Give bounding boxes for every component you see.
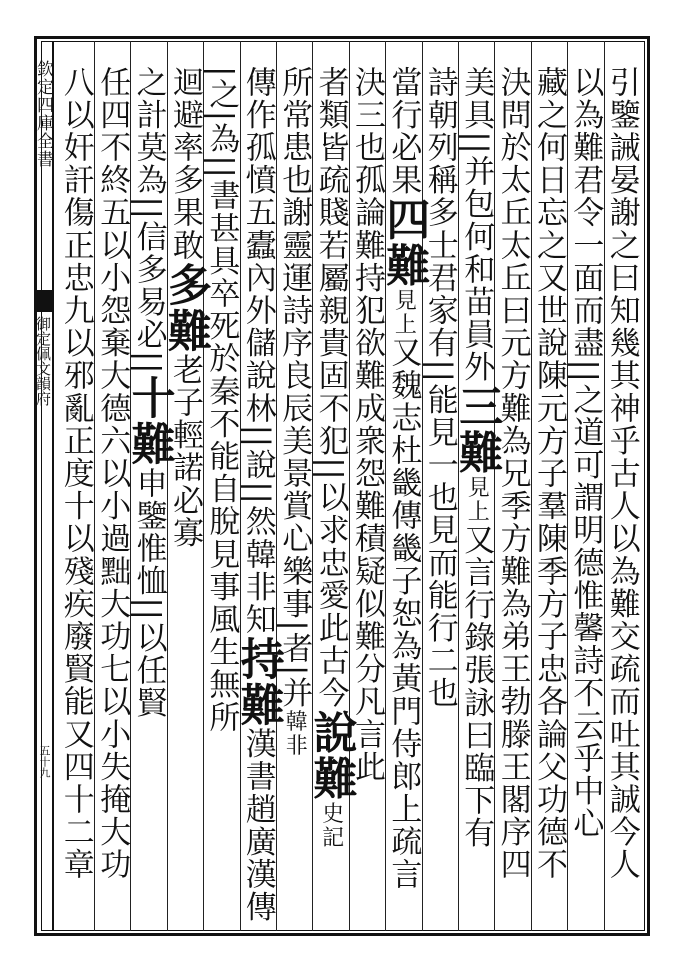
column-text: 任四不終五以小怨棄大德六以小過黜大功七以小失掩大功 <box>94 66 131 881</box>
column-rule <box>203 41 204 931</box>
entry-heading: 三難 <box>451 383 503 476</box>
entry-heading: 十難 <box>123 375 175 467</box>
text-column <box>277 66 311 926</box>
entry-heading: 四難 <box>378 196 430 289</box>
column-rule <box>458 41 459 931</box>
column-text: 所常患也謝靈運詩序良辰美景賞心樂事|者|并 <box>276 66 313 710</box>
column-text: 決三也 <box>349 66 385 164</box>
fishtail-mark <box>36 290 52 312</box>
column-text: 漢書趙廣漢傳 <box>239 727 276 924</box>
column-rule <box>422 41 423 931</box>
entry-heading: 說難 <box>305 709 357 802</box>
entry-heading: 多難 <box>160 261 211 354</box>
text-column <box>451 66 503 926</box>
text-column <box>232 66 284 926</box>
column-text: |之|為||書甚具卒死於秦不能自脫 <box>203 66 240 538</box>
text-column <box>568 66 602 926</box>
text-column <box>160 66 211 926</box>
column-rule <box>604 41 605 931</box>
column-rule <box>385 41 386 931</box>
text-column <box>59 66 93 926</box>
text-column <box>378 66 430 926</box>
column-text: 傳作孤憤五蠹內外儲說林||說||然韓非知 <box>239 66 276 636</box>
column-text: 又魏志杜畿傳畿子恕為黃門侍郎上疏言 <box>385 336 422 891</box>
page-number: 五十九 <box>38 745 51 778</box>
annotation-note: 史記 <box>318 801 344 850</box>
column-rule <box>312 41 313 931</box>
annotation-note: 韓非 <box>282 709 308 758</box>
column-text: 詩朝列稱多士君家有||能見一也見而能行二也 <box>421 66 458 710</box>
column-rule <box>567 41 568 931</box>
column-rule <box>130 41 131 931</box>
text-column <box>605 66 639 926</box>
column-text: 申鑒惟恤||以任賢 <box>130 467 167 720</box>
spine-divider <box>52 41 54 931</box>
column-text: 者類皆疏賤若屬親貴固不犯||以求忠愛此古今 <box>312 66 349 710</box>
text-column <box>496 66 530 926</box>
annotation-note: 見上 <box>464 475 490 524</box>
text-column <box>423 66 457 926</box>
column-text: 又言行錄張詠曰臨下有 <box>458 523 495 850</box>
column-rule <box>494 41 495 931</box>
book-title: 欽定四庫全書 <box>33 60 53 168</box>
column-text: 迴避率多果敢 <box>167 66 203 262</box>
column-text: 八以奸訐傷正忠九以邪亂正度十以殘疾廢賢能又四十二章 <box>57 66 94 881</box>
column-text: 以為難君令一面而盡||之道可謂明德惟馨詩不云乎中心 <box>567 66 604 840</box>
column-text: 見事風生無所 <box>203 537 240 734</box>
column-rule <box>276 41 277 931</box>
text-column <box>305 66 357 926</box>
text-column <box>123 66 175 926</box>
column-text: 之計莫為|| <box>130 66 167 221</box>
column-rule <box>240 41 241 931</box>
column-rule <box>94 41 95 931</box>
annotation-note: 見上 <box>391 288 417 337</box>
column-text: 美具||并包何和苗員外 <box>458 66 495 384</box>
entry-heading: 持難 <box>232 635 284 728</box>
text-column <box>532 66 566 926</box>
text-column <box>204 66 238 926</box>
column-text: 藏之何日忘之又世說陳元方子羣陳季方子忠各論父功德不 <box>531 66 567 881</box>
text-column <box>95 66 129 926</box>
column-text: 引鑒誡晏謝之曰知幾其神乎古人以為難交疏而吐其誠今人 <box>603 66 640 881</box>
work-title: 御定佩文韻府 <box>34 316 52 406</box>
column-text: 當行必果 <box>385 66 422 197</box>
column-text: 信多易必|| <box>130 220 167 375</box>
column-text: 孤論難持犯欲難成衆怨難積疑似難分凡言此 <box>349 163 385 784</box>
column-text: 決問於太丘太丘曰元方難為兄季方難為弟王勃滕王閣序四 <box>494 66 531 881</box>
column-text: 老子輕諾必寡 <box>167 353 203 550</box>
